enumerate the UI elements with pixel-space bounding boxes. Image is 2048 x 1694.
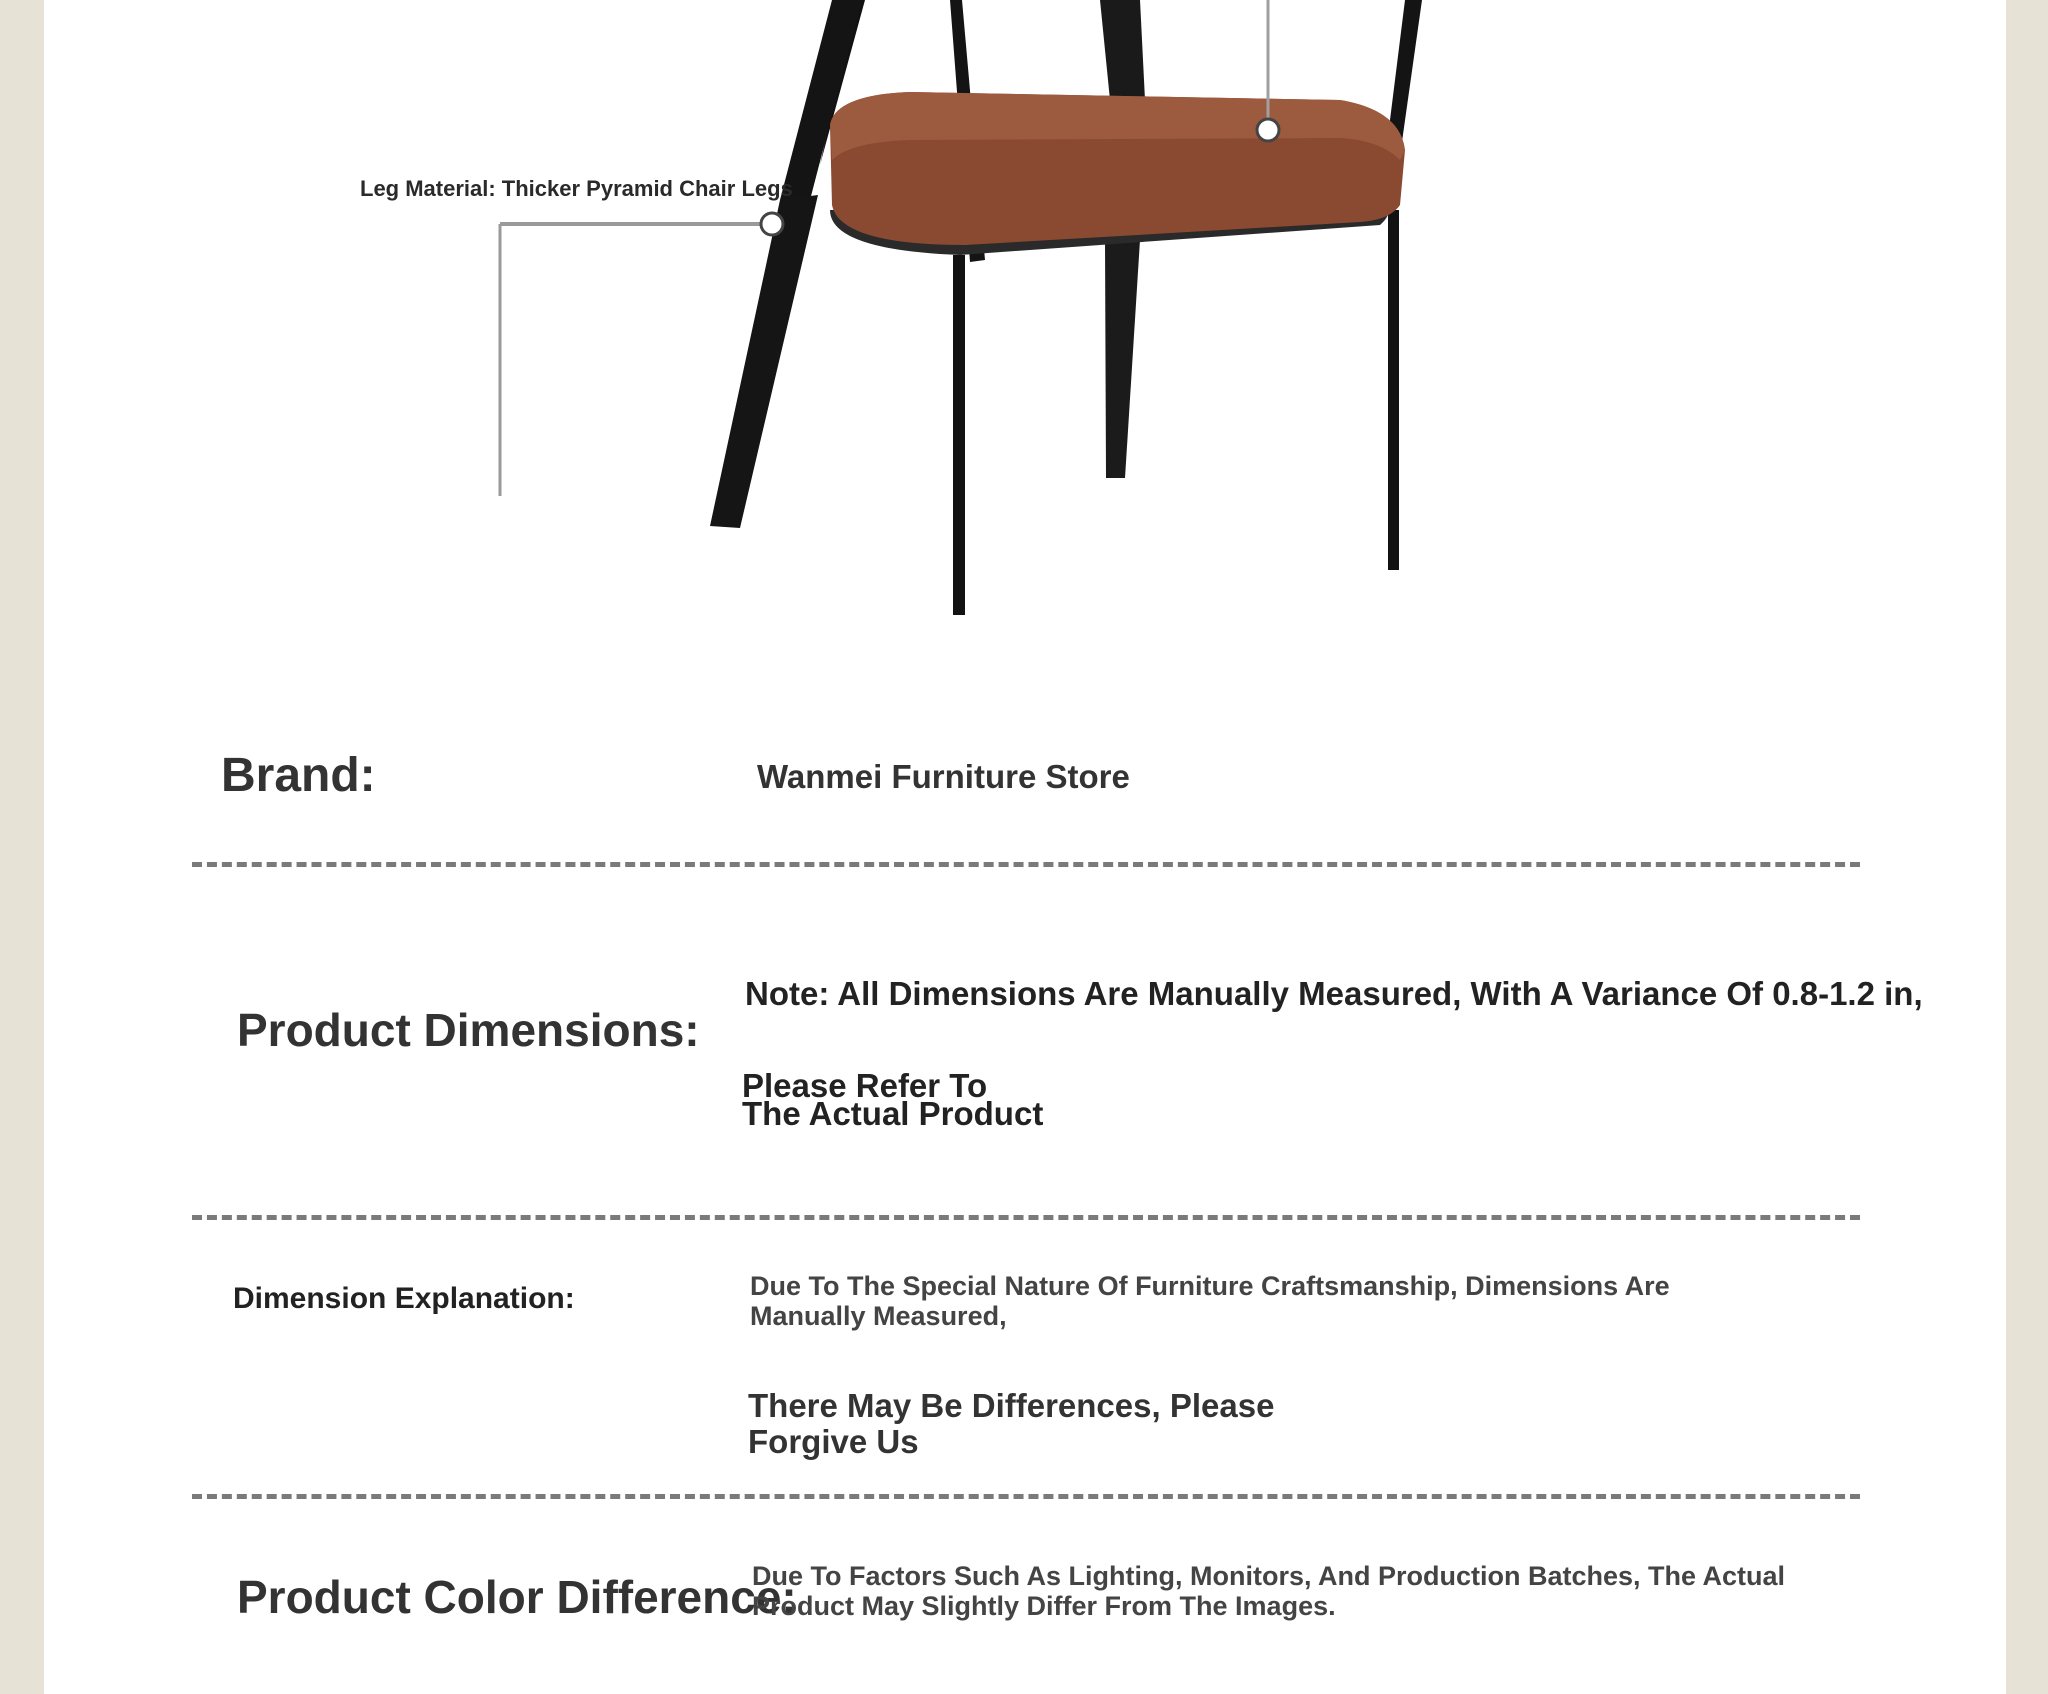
dimensions-note: Note: All Dimensions Are Manually Measured, With A Variance Of 0.8-1.2 in, xyxy=(745,975,1923,1012)
explanation-forgive-line1: There May Be Differences, Please xyxy=(748,1387,1275,1424)
explanation-text: Due To The Special Nature Of Furniture Craftsmanship, Dimensions Are Manually Measured, xyxy=(750,1271,1670,1331)
color-difference-label: Product Color Difference: xyxy=(237,1571,797,1623)
explanation-label: Dimension Explanation: xyxy=(233,1282,575,1315)
dimensions-refer-line2: The Actual Product xyxy=(742,1095,1044,1132)
brand-value: Wanmei Furniture Store xyxy=(757,758,1130,795)
color-difference-text: Due To Factors Such As Lighting, Monitors, And Production Batches, The Actual Product May Slightly Differ From The Images. xyxy=(752,1561,1786,1621)
explanation-forgive-line2: Forgive Us xyxy=(748,1423,919,1460)
brand-label: Brand: xyxy=(221,749,376,802)
leg-material-callout: Leg Material: Thicker Pyramid Chair Legs xyxy=(360,176,793,201)
divider xyxy=(192,1215,1860,1220)
divider xyxy=(192,862,1860,867)
dimensions-refer-line1: Please Refer To xyxy=(742,1067,988,1104)
chair-image xyxy=(680,0,1450,630)
dimensions-label: Product Dimensions: xyxy=(237,1004,700,1056)
divider xyxy=(192,1494,1860,1499)
